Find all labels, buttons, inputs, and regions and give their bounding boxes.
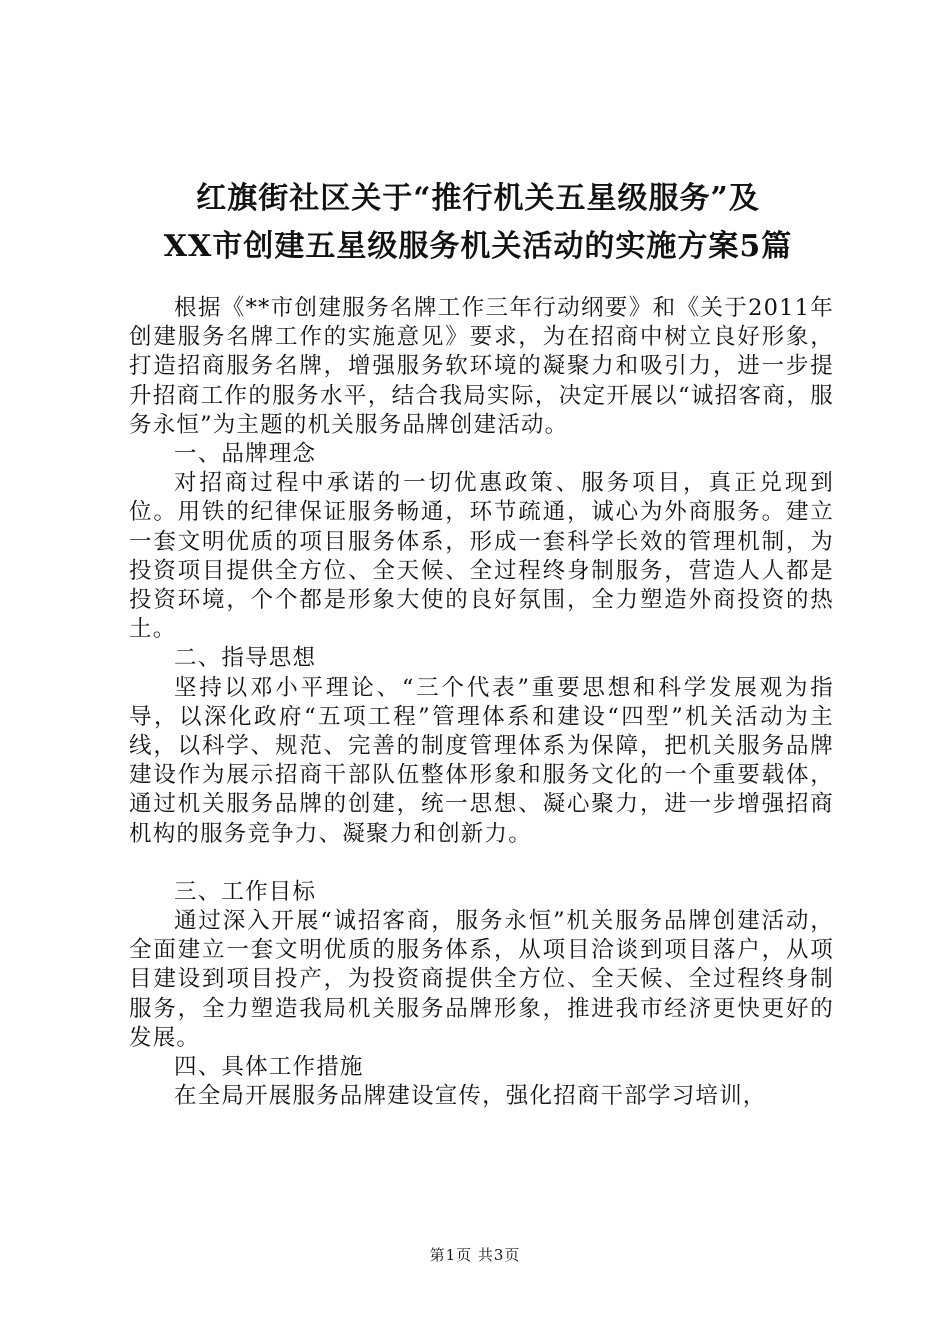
title-line-2: XX市创建五星级服务机关活动的实施方案5篇 <box>163 229 793 264</box>
section-heading-1: 一、品牌理念 <box>174 441 317 468</box>
page-footer: 第1页 共3页 <box>429 1246 521 1264</box>
section-heading-3: 三、工作目标 <box>174 878 317 905</box>
document-body <box>129 294 834 1111</box>
document-title <box>128 175 828 271</box>
paragraph-work-goals: 通过深入开展“诚招客商，服务永恒”机关服务品牌创建活动，全面建立一套文明优质的服务体系，从项目洽谈到项目落户，从项目建设到项目投产，为投资商提供全方位、全天候、全过程终身制服务，全力塑造我局机关服务品牌形象，推进我市经济更快更好的发展。 <box>129 908 834 1051</box>
paragraph-brand-concept: 对招商过程中承诺的一切优惠政策、服务项目，真正兑现到位。用铁的纪律保证服务畅通，环节疏通，诚心为外商服务。建立一套文明优质的项目服务体系，形成一套科学长效的管理机制，为投资项目提供全方位、全天候、全过程终身制服务，营造人人都是投资环境，个个都是形象大使的良好氛围，全力塑造外商投资的热土。 <box>129 470 834 643</box>
section-heading-4: 四、具体工作措施 <box>174 1054 364 1081</box>
paragraph-work-measures: 在全局开展服务品牌建设宣传，强化招商干部学习培训， <box>174 1083 767 1110</box>
title-line-1: 红旗街社区关于“推行机关五星级服务”及 <box>196 181 760 216</box>
paragraph-intro: 根据《**市创建服务名牌工作三年行动纲要》和《关于2011年创建服务名牌工作的实施意见》要求，为在招商中树立良好形象，打造招商服务名牌，增强服务软环境的凝聚力和吸引力，进一步提升招商工作的服务水平，结合我局实际，决定开展以“诚招客商，服务永恒”为主题的机关服务品牌创建活动。 <box>129 295 834 438</box>
section-heading-2: 二、指导思想 <box>174 645 317 672</box>
paragraph-guiding-ideology: 坚持以邓小平理论、“三个代表”重要思想和科学发展观为指导，以深化政府“五项工程”管理体系和建设“四型”机关活动为主线，以科学、规范、完善的制度管理体系为保障，把机关服务品牌建设作为展示招商干部队伍整体形象和服务文化的一个重要载体，通过机关服务品牌的创建，统一思想、凝心聚力，进一步增强招商机构的服务竞争力、凝聚力和创新力。 <box>129 674 834 847</box>
